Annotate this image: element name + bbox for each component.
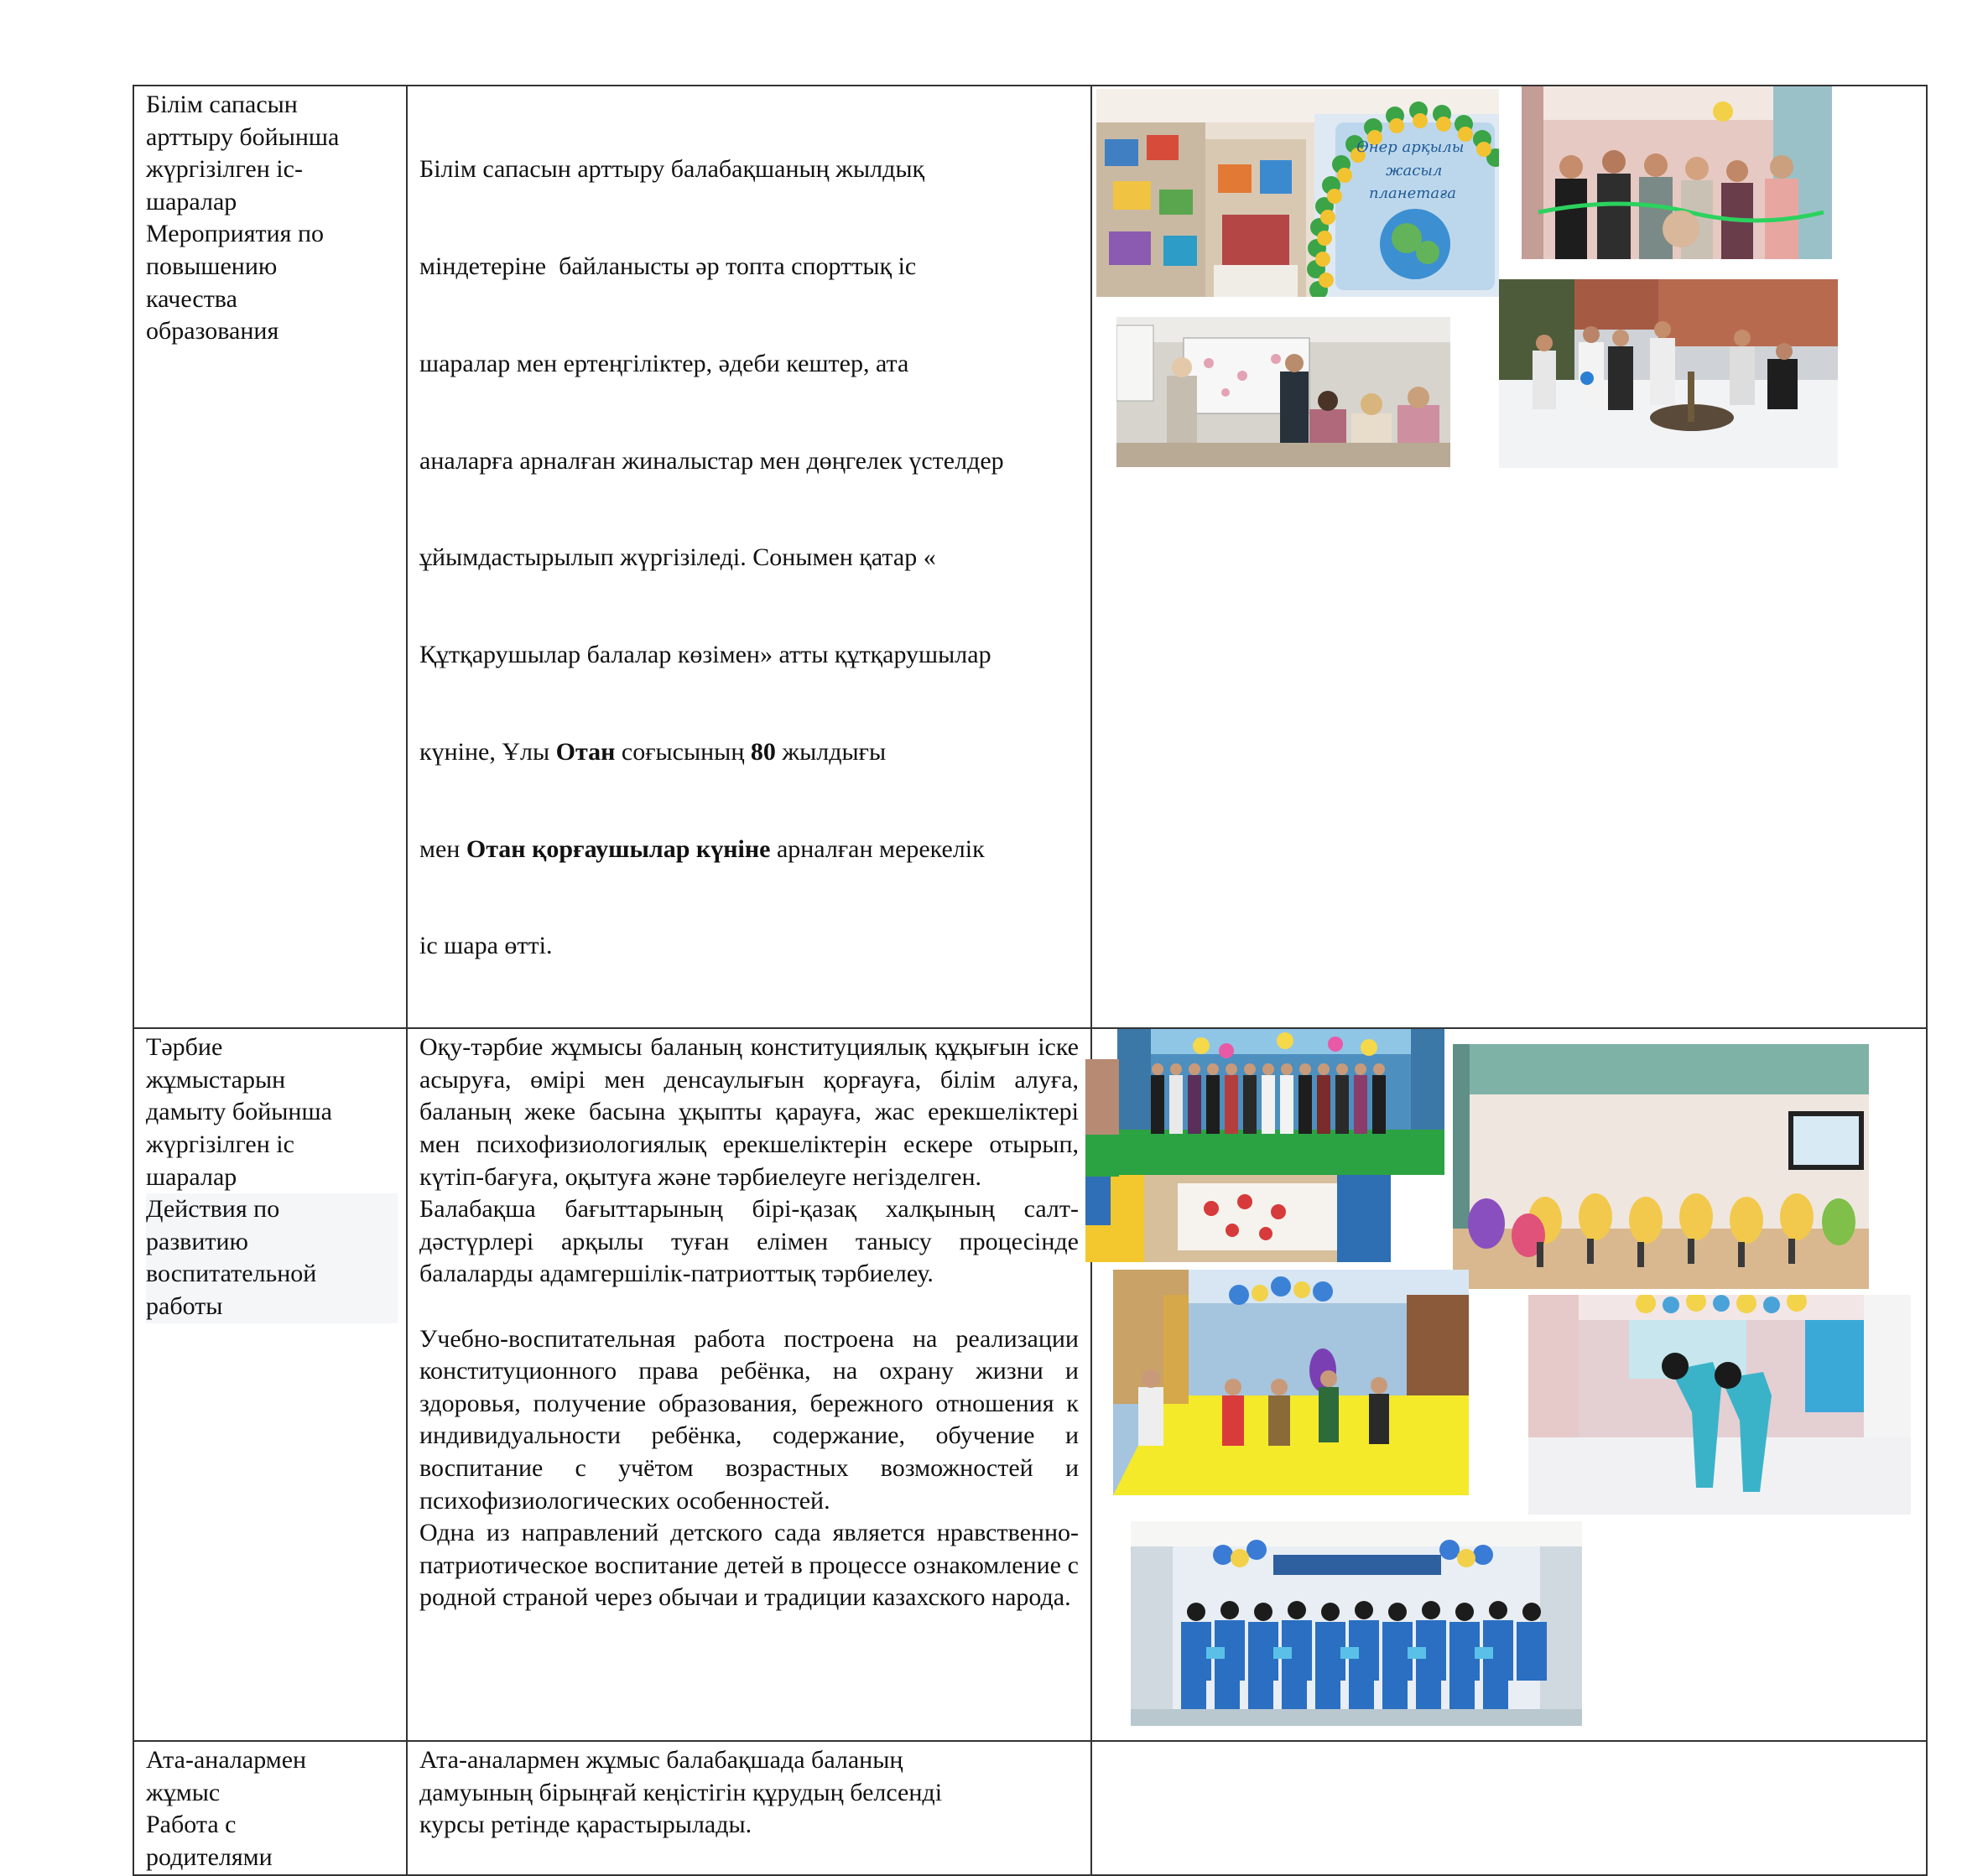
desc-line: міндетеріне байланысты әр топта спорттық іс <box>419 252 917 280</box>
desc-line: аналарға арналған жиналыстар мен дөңгелек үстелдер <box>419 446 1004 475</box>
desc-line <box>419 834 1079 866</box>
row3-description-cell <box>407 1741 1091 1874</box>
photo-staff-group-stage <box>1117 1029 1444 1175</box>
desc-text: соғысының <box>615 737 751 766</box>
photo-children-drawing-flowers <box>1085 1175 1391 1262</box>
desc-text: арналған мерекелік <box>770 834 985 863</box>
photo-edge-sliver <box>1085 1059 1119 1177</box>
desc-line <box>419 736 1079 769</box>
row3-label-cell <box>133 1741 407 1874</box>
photo-ribbon-cutting <box>1522 86 1832 259</box>
desc-text: мен <box>419 834 466 863</box>
row2-label-cell <box>133 1028 407 1741</box>
photo-tree-planting-snow <box>1499 279 1838 468</box>
label-ru-line: повышению <box>146 252 278 280</box>
banner-text: Өнер арқылы <box>1356 138 1465 156</box>
desc-line: іс шара өтті. <box>419 932 553 960</box>
desc-line: курсы ретінде қарастырылады. <box>419 1811 752 1839</box>
banner-text: планетаға <box>1369 184 1456 202</box>
row3-empty-cell <box>1091 1741 1927 1874</box>
label-kz-line: арттыру бойынша <box>146 122 340 151</box>
label-kz-line: шаралар <box>146 1162 237 1191</box>
photo-children-group-flags <box>1131 1521 1582 1726</box>
label-ru-line: образования <box>146 317 279 346</box>
row1-description-cell <box>407 86 1091 1028</box>
label-ru-line: работы <box>146 1291 223 1320</box>
desc-paragraph-kz-1: Оқу-тәрбие жұмысы баланың конституциялық құқығын іске асыруға, өмірі мен денсаулығын қорғауға, білім алуға, баланың жеке басына ұқыпты қарауға, жас ерекшеліктері мен психофизиологиялық ерекшеліктерін ескере отырып, күтіп-бағуға, оқытуға және тәрбиелеуге негізделген. <box>419 1033 1079 1191</box>
label-ru-line: Действия по <box>146 1195 280 1224</box>
label-ru-line: качества <box>146 284 237 313</box>
photo-children-fruit-costumes <box>1453 1044 1869 1289</box>
desc-text: күніне, Ұлы <box>419 737 556 766</box>
label-kz-line: жұмыс <box>146 1778 221 1806</box>
row2-photos-cell <box>1091 1028 1927 1741</box>
desc-paragraph-ru-2: Одна из направлений детского сада является нравственно-патриотическое воспитание детей в процессе ознакомление с родной страной через обычаи и традиции казахского народа. <box>419 1519 1079 1612</box>
banner-text: жасыл <box>1386 162 1443 179</box>
label-kz-line: дамыту бойынша <box>146 1098 332 1126</box>
label-kz-line: жүргізілген іс- <box>146 155 303 184</box>
activities-table <box>133 85 1928 1876</box>
table-row <box>133 86 1927 1028</box>
photo-seminar-whiteboard <box>1116 317 1450 467</box>
label-ru-block <box>146 1193 398 1323</box>
label-ru-line: Мероприятия по <box>146 220 325 248</box>
desc-line: Білім сапасын арттыру балабақшаның жылдық <box>419 155 925 184</box>
desc-paragraph-kz-2: Балабақша бағыттарының бірі-қазақ халқының салт-дәстүрлері арқылы туған елімен танысу процесінде балаларды адамгершілік-патриоттық тәрбиелеу. <box>419 1195 1079 1288</box>
label-kz-line: жүргізілген іс <box>146 1130 294 1158</box>
label-ru-line: родителями <box>146 1843 273 1871</box>
desc-bold-text: Отан қорғаушылар күніне <box>466 834 771 863</box>
label-ru-line: воспитательной <box>146 1260 317 1288</box>
paragraph-gap <box>419 1291 1079 1323</box>
label-kz-line: Білім сапасын <box>146 91 298 118</box>
table-row <box>133 1741 1927 1874</box>
photo-children-dance-yellow-floor <box>1113 1270 1469 1495</box>
desc-line: Құтқарушылар балалар көзімен» атты құтқарушылар <box>419 641 991 669</box>
table-row <box>133 1028 1927 1741</box>
label-kz-line: Ата-аналармен <box>146 1746 307 1775</box>
label-kz-line: Тәрбие <box>146 1033 223 1062</box>
desc-bold-text: Отан <box>555 737 616 766</box>
label-ru-line: Работа с <box>146 1811 237 1839</box>
label-kz-line: жұмыстарын <box>146 1065 286 1094</box>
desc-line: шаралар мен ертеңгіліктер, әдеби кештер, ата <box>419 349 909 377</box>
row2-description-cell <box>407 1028 1091 1741</box>
desc-line: ұйымдастырылып жүргізіледі. Сонымен қатар « <box>419 543 936 572</box>
row1-label-cell <box>133 86 407 1028</box>
desc-paragraph-ru-1: Учебно-воспитательная работа построена на реализации конституционного права ребёнка, на охрану жизни и здоровья, получение образования, бережного отношения к индивидуальности ребёнка, содержание, обучение и воспитание с учётом возрастных возможностей и психофизиологических особенностей. <box>419 1324 1079 1515</box>
photo-exhibition-balloon-arch <box>1096 89 1499 297</box>
desc-text: жылдығы <box>775 737 887 766</box>
desc-bold-text: 80 <box>750 737 776 766</box>
row1-photos-cell <box>1091 86 1927 1028</box>
photo-boys-bowing <box>1528 1295 1911 1515</box>
desc-line: дамуының бірыңғай кеңістігін құрудың белсенді <box>419 1778 943 1806</box>
desc-line: Ата-аналармен жұмыс балабақшада баланың <box>419 1746 903 1775</box>
label-kz-line: шаралар <box>146 187 237 216</box>
label-ru-line: развитию <box>146 1227 248 1255</box>
